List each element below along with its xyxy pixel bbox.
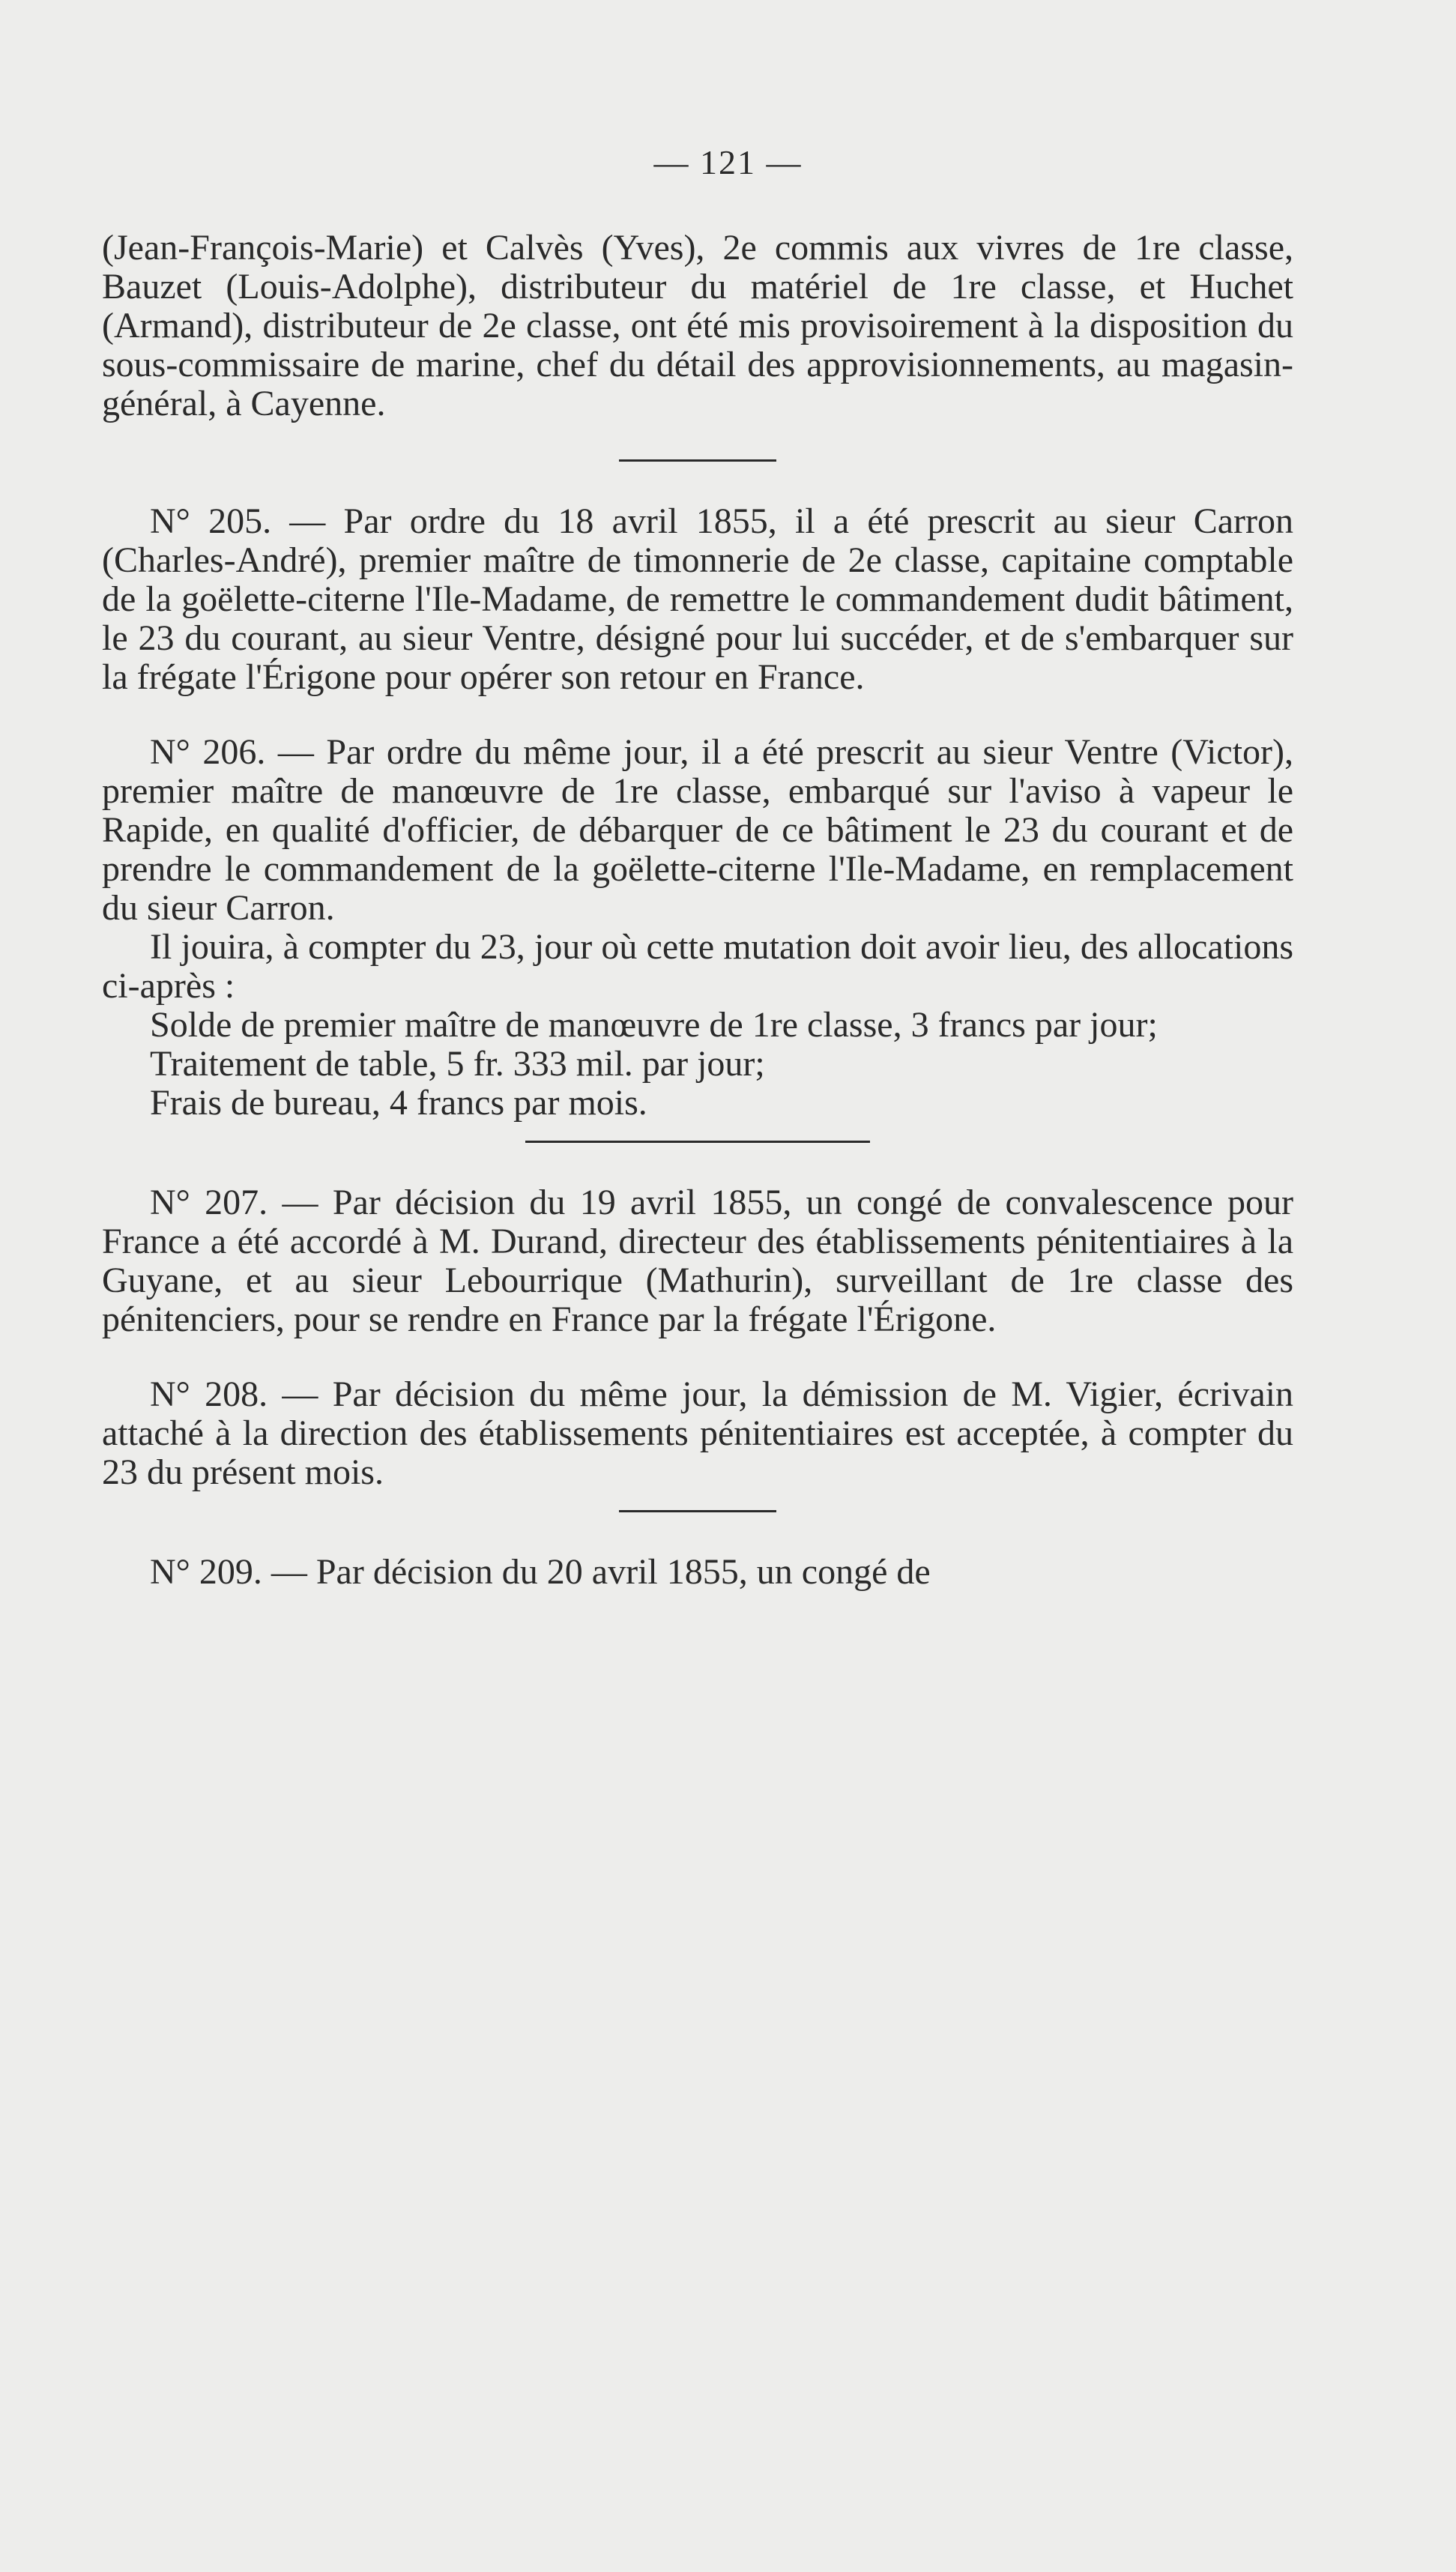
paragraph-206-allocations: Il jouira, à compter du 23, jour où cette mutation doit avoir lieu, des allocations ci-après : <box>102 927 1293 1006</box>
paragraph-207: N° 207. — Par décision du 19 avril 1855, un congé de convalescence pour France a été accordé à M. Durand, directeur des établissements pénitentiaires à la Guyane, et au sieur Lebourrique (Mathurin), surveillant de 1re classe des pénitenciers, pour se rendre en France par la frégate l'Érigone. <box>102 1183 1293 1339</box>
paragraph-continuation: (Jean-François-Marie) et Calvès (Yves), 2e commis aux vivres de 1re classe, Bauzet (Louis-Adolphe), distributeur du matériel de 1re classe, et Huchet (Armand), distributeur de 2e classe, ont été mis provisoirement à la disposition du sous-commissaire de marine, chef du détail des approvisionnements, au magasin-général, à Cayenne. <box>102 228 1293 423</box>
paragraph-208: N° 208. — Par décision du même jour, la démission de M. Vigier, écrivain attaché à la direction des établissements pénitentiaires est acceptée, à compter du 23 du présent mois. <box>102 1374 1293 1492</box>
separator-rule <box>619 1510 776 1512</box>
allocation-solde: Solde de premier maître de manœuvre de 1re classe, 3 francs par jour; <box>150 1005 1158 1045</box>
page-number: — 121 — <box>653 143 803 181</box>
paragraph-209: N° 209. — Par décision du 20 avril 1855, un congé de <box>150 1552 931 1592</box>
paragraph-205: N° 205. — Par ordre du 18 avril 1855, il a été prescrit au sieur Carron (Charles-André), premier maître de timonnerie de 2e classe, capitaine comptable de la goëlette-citerne l'Ile-Madame, de remettre le commandement dudit bâtiment, le 23 du courant, au sieur Ventre, désigné pour lui succéder, et de s'embarquer sur la frégate l'Érigone pour opérer son retour en France. <box>102 501 1293 697</box>
allocation-table: Traitement de table, 5 fr. 333 mil. par jour; <box>150 1044 765 1084</box>
allocation-bureau: Frais de bureau, 4 francs par mois. <box>150 1083 647 1123</box>
separator-rule <box>525 1141 870 1143</box>
body-text <box>102 229 1293 1592</box>
paragraph-206: N° 206. — Par ordre du même jour, il a été prescrit au sieur Ventre (Victor), premier maître de manœuvre de 1re classe, embarqué sur l'aviso à vapeur le Rapide, en qualité d'officier, de débarquer de ce bâtiment le 23 du courant et de prendre le commandement de la goëlette-citerne l'Ile-Madame, en remplacement du sieur Carron. <box>102 732 1293 928</box>
separator-rule <box>619 459 776 462</box>
